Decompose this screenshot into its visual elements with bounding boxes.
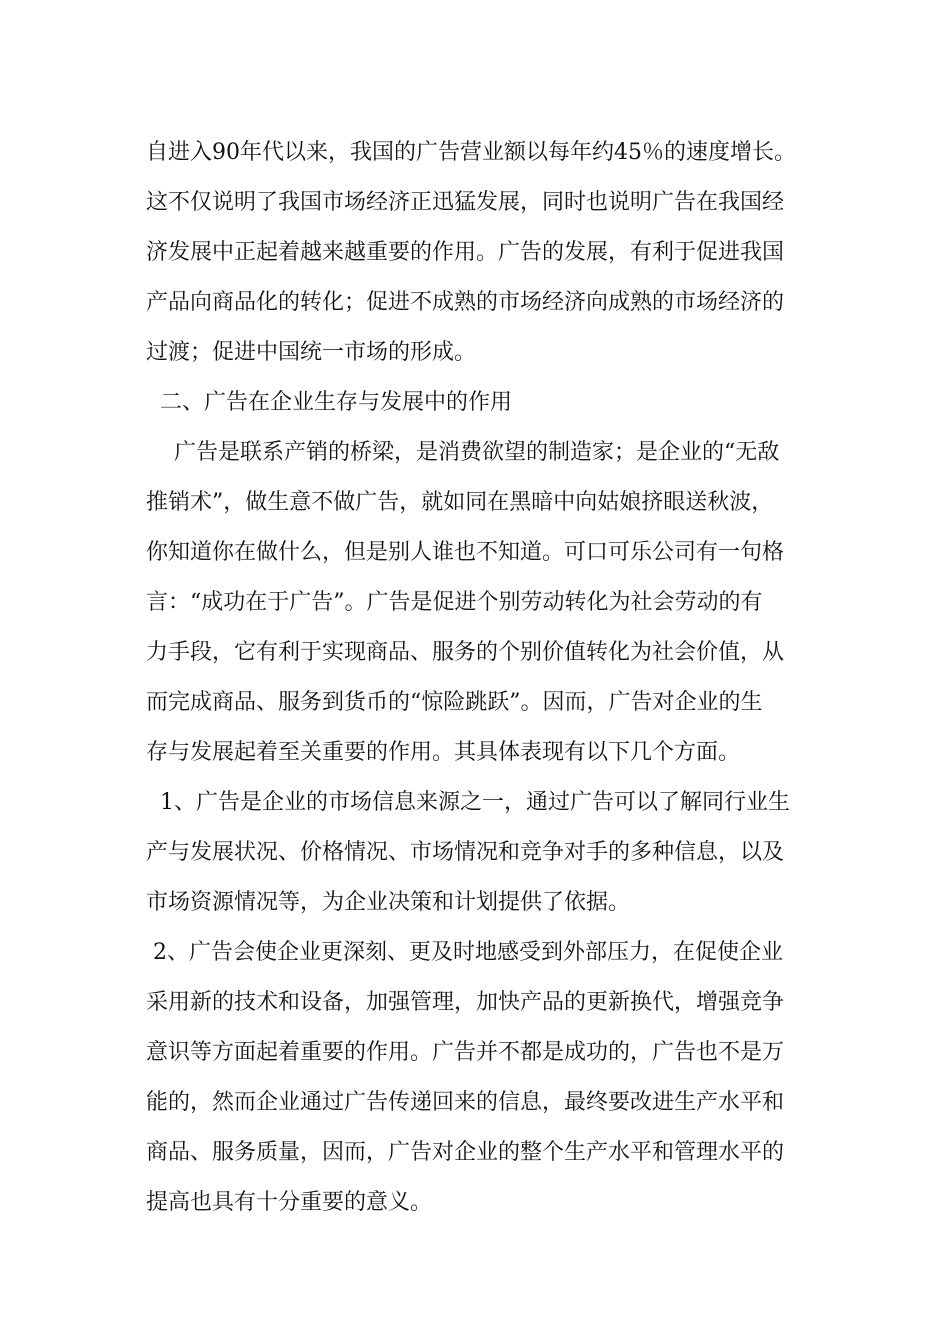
text-line: 推销术”，做生意不做广告，就如同在黑暗中向姑娘挤眼送秋波， bbox=[146, 490, 774, 515]
list-item-2: 2、广告会使企业更深刻、更及时地感受到外部压力，在促使企业 bbox=[146, 940, 783, 965]
text-line: 这不仅说明了我国市场经济正迅猛发展，同时也说明广告在我国经 bbox=[146, 190, 785, 215]
text-line: 存与发展起着至关重要的作用。其具体表现有以下几个方面。 bbox=[146, 740, 741, 765]
text-line: 济发展中正起着越来越重要的作用。广告的发展，有利于促进我国 bbox=[146, 240, 785, 265]
text-line: 采用新的技术和设备，加强管理，加快产品的更新换代，增强竞争 bbox=[146, 990, 785, 1015]
section-heading: 二、广告在企业生存与发展中的作用 bbox=[146, 390, 512, 415]
text-line: 提高也具有十分重要的意义。 bbox=[146, 1190, 433, 1215]
text-line: 过渡；促进中国统一市场的形成。 bbox=[146, 340, 477, 365]
text-line: 你知道你在做什么，但是别人谁也不知道。可口可乐公司有一句格 bbox=[146, 540, 785, 565]
text-line: 力手段，它有利于实现商品、服务的个别价值转化为社会价值，从 bbox=[146, 640, 785, 665]
text-line: 自进入90年代以来，我国的广告营业额以每年约45％的速度增长。 bbox=[146, 140, 796, 165]
text-line: 市场资源情况等，为企业决策和计划提供了依据。 bbox=[146, 890, 631, 915]
text-line: 意识等方面起着重要的作用。广告并不都是成功的，广告也不是万 bbox=[146, 1040, 785, 1065]
text-line: 产品向商品化的转化；促进不成熟的市场经济向成熟的市场经济的 bbox=[146, 290, 785, 315]
body-text bbox=[146, 128, 806, 1228]
list-item-1: 1、广告是企业的市场信息来源之一，通过广告可以了解同行业生 bbox=[146, 790, 790, 815]
text-line: 商品、服务质量，因而，广告对企业的整个生产水平和管理水平的 bbox=[146, 1140, 785, 1165]
text-line: 言：“成功在于广告”。广告是促进个别劳动转化为社会劳动的有 bbox=[146, 590, 763, 615]
text-line: 而完成商品、服务到货币的“惊险跳跃”。因而，广告对企业的生 bbox=[146, 690, 763, 715]
text-line: 产与发展状况、价格情况、市场情况和竞争对手的多种信息，以及 bbox=[146, 840, 785, 865]
text-line: 能的，然而企业通过广告传递回来的信息，最终要改进生产水平和 bbox=[146, 1090, 785, 1115]
text-line: 广告是联系产销的桥梁，是消费欲望的制造家；是企业的“无敌 bbox=[146, 440, 780, 465]
